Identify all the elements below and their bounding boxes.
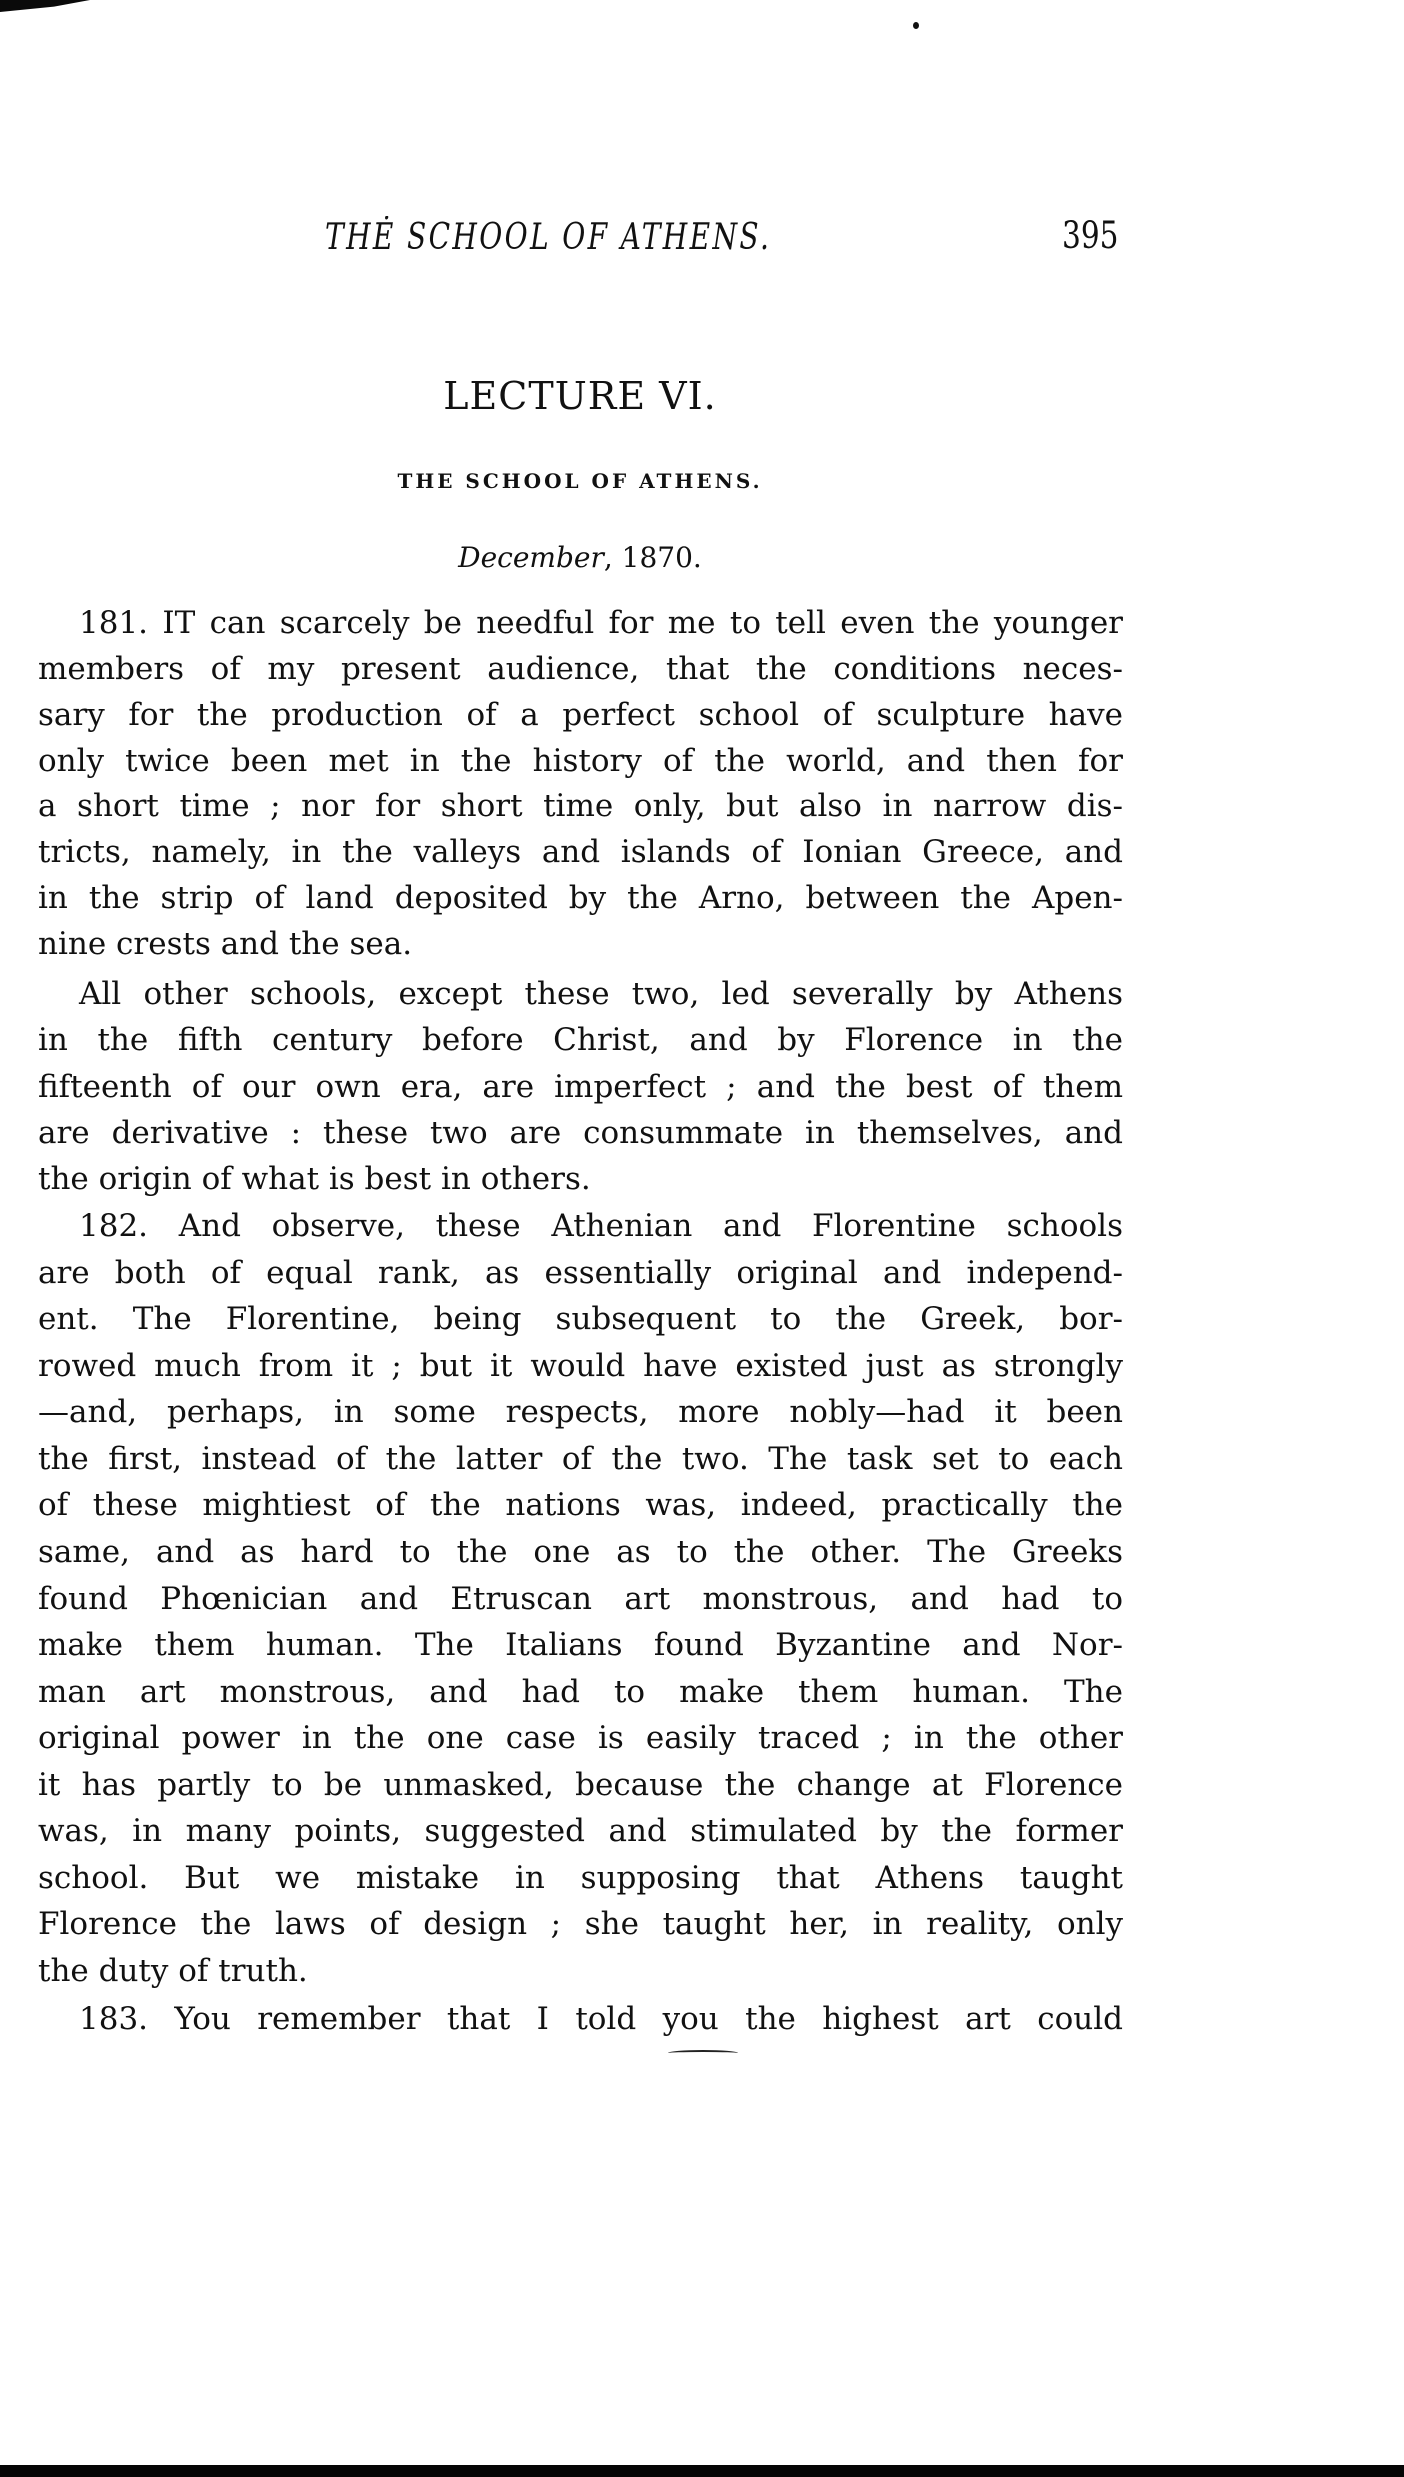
text-line: sary for the production of a perfect school of sculpture have: [38, 696, 1123, 733]
text-line: the origin of what is best in others.: [38, 1161, 591, 1197]
paragraph-182-line: 182. And observe, these Athenian and Florentine schools: [79, 1208, 1123, 1244]
text-line: Florence the laws of design ; she taught her, in reality, only: [38, 1906, 1123, 1943]
text-line: of these mightiest of the nations was, indeed, practically the: [38, 1487, 1123, 1524]
text-line: are derivative : these two are consummate in themselves, and: [38, 1114, 1123, 1151]
text-line: it has partly to be unmasked, because the change at Florence: [38, 1766, 1123, 1803]
paragraph-183-line: 183. You remember that I told you the highest art could: [79, 2001, 1123, 2037]
text-line: in the fifth century before Christ, and by Florence in the: [38, 1022, 1123, 1059]
lecture-date-month: December: [458, 541, 604, 574]
text-line: members of my present audience, that the conditions neces-: [38, 650, 1123, 687]
text-line: —and, perhaps, in some respects, more nobly—had it been: [38, 1394, 1123, 1431]
lecture-date: [0, 541, 1160, 575]
text-line: the duty of truth.: [38, 1953, 308, 1989]
text-line: make them human. The Italians found Byzantine and Nor-: [38, 1627, 1123, 1664]
text-line: ent. The Florentine, being subsequent to the Greek, bor-: [38, 1301, 1123, 1338]
text-line: same, and as hard to the one as to the other. The Greeks: [38, 1533, 1123, 1570]
text-line: in the strip of land deposited by the Arno, between the Apen-: [38, 880, 1123, 917]
text-line: original power in the one case is easily traced ; in the other: [38, 1720, 1123, 1757]
text-line: are both of equal rank, as essentially original and independ-: [38, 1254, 1123, 1291]
scan-corner-smudge: [0, 0, 90, 12]
text-line: All other schools, except these two, led severally by Athens: [79, 976, 1123, 1012]
lecture-date-year: , 1870.: [603, 541, 702, 574]
lecture-subtitle: THE SCHOOL OF ATHENS.: [397, 469, 763, 493]
page-number: 395: [1062, 214, 1119, 257]
text-line: school. But we mistake in supposing that Athens taught: [38, 1859, 1123, 1896]
text-line: fifteenth of our own era, are imperfect ; and the best of them: [38, 1068, 1123, 1105]
text-line: man art monstrous, and had to make them human. The: [38, 1673, 1123, 1710]
lecture-title: LECTURE VI.: [443, 374, 717, 418]
scan-speck: [913, 22, 919, 29]
text-line: a short time ; nor for short time only, but also in narrow dis-: [38, 788, 1123, 825]
text-line: nine crests and the sea.: [38, 926, 413, 962]
text-line: tricts, namely, in the valleys and islands of Ionian Greece, and: [38, 834, 1123, 871]
paragraph-181-line: 181. IT can scarcely be needful for me to tell even the younger: [79, 605, 1123, 641]
text-line: rowed much from it ; but it would have existed just as strongly: [38, 1347, 1123, 1384]
scan-bottom-edge: [0, 2465, 1404, 2477]
text-line: only twice been met in the history of the world, and then for: [38, 742, 1123, 779]
scan-smudge: [668, 2050, 738, 2056]
text-line: found Phœnician and Etruscan art monstrous, and had to: [38, 1580, 1123, 1617]
text-line: the first, instead of the latter of the two. The task set to each: [38, 1440, 1123, 1477]
text-line: was, in many points, suggested and stimulated by the former: [38, 1813, 1123, 1850]
running-header-title: THĖ SCHOOL OF ATHENS.: [325, 217, 772, 258]
